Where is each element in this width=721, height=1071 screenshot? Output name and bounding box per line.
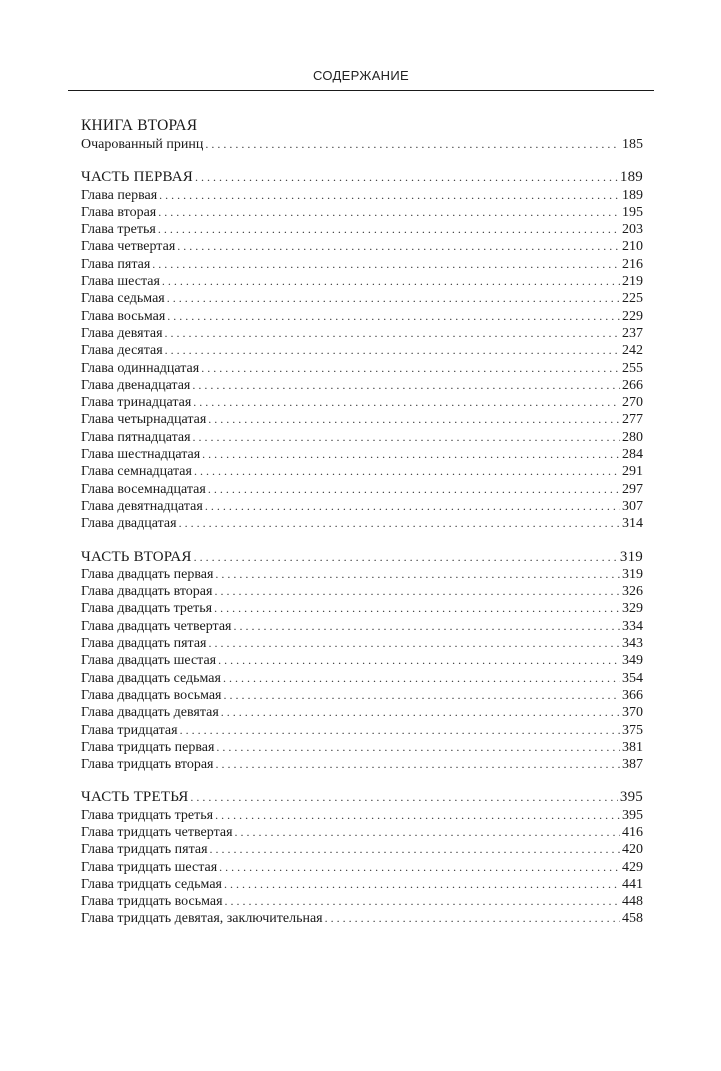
page-number: 319: [622, 566, 643, 582]
part-title: ЧАСТЬ ТРЕТЬЯ: [81, 789, 189, 806]
dot-leader: [158, 221, 620, 238]
section-spacer: [81, 153, 643, 169]
page-number: 448: [622, 894, 643, 910]
toc-entry-chapter[interactable]: [81, 463, 643, 480]
toc-entry-chapter[interactable]: [81, 360, 643, 377]
page-number: 370: [622, 705, 643, 721]
dot-leader: [215, 756, 620, 773]
toc-entry-chapter[interactable]: [81, 635, 643, 652]
toc-entry-chapter[interactable]: [81, 618, 643, 635]
toc-entry-part[interactable]: [81, 549, 643, 566]
toc-part-section: [81, 169, 643, 532]
chapter-title: Глава восемнадцатая: [81, 481, 206, 497]
chapter-title: Глава третья: [81, 222, 156, 238]
toc-entry-chapter[interactable]: [81, 256, 643, 273]
toc-entry-chapter[interactable]: [81, 670, 643, 687]
toc-entry-chapter[interactable]: [81, 566, 643, 583]
toc-entry-chapter[interactable]: [81, 498, 643, 515]
toc-entry-chapter[interactable]: [81, 394, 643, 411]
dot-leader: [159, 187, 620, 204]
toc-entry-chapter[interactable]: [81, 756, 643, 773]
chapter-title: Глава шестая: [81, 274, 160, 290]
toc-entry-chapter[interactable]: [81, 687, 643, 704]
dot-leader: [215, 807, 620, 824]
page-number: 441: [622, 876, 643, 892]
chapter-title: Глава двадцатая: [81, 516, 177, 532]
chapter-title: Глава вторая: [81, 204, 157, 220]
page-number: 189: [622, 187, 643, 203]
chapter-title: Глава двадцать вторая: [81, 584, 213, 600]
page-number: 203: [622, 222, 643, 238]
toc-entry-chapter[interactable]: [81, 515, 643, 532]
dot-leader: [158, 204, 620, 221]
chapter-title: Глава девятая: [81, 325, 163, 341]
chapter-title: Глава пятнадцатая: [81, 429, 191, 445]
page-number: 216: [622, 256, 643, 272]
chapter-title: Глава двадцать седьмая: [81, 670, 221, 686]
entry-label: Очарованный принц: [81, 137, 204, 152]
page-number: 416: [622, 824, 643, 840]
dot-leader: [179, 515, 620, 532]
dot-leader: [214, 583, 620, 600]
page-number: 297: [622, 481, 643, 497]
dot-leader: [193, 429, 620, 446]
page-number: 354: [622, 670, 643, 686]
dot-leader: [165, 325, 620, 342]
page-number: 343: [622, 636, 643, 652]
page-number: 195: [622, 204, 643, 220]
dot-leader: [215, 566, 620, 583]
dot-leader: [165, 342, 620, 359]
toc-entry-chapter[interactable]: [81, 824, 643, 841]
page-number: 225: [622, 291, 643, 307]
dot-leader: [194, 463, 620, 480]
chapter-title: Глава первая: [81, 187, 158, 203]
dot-leader: [216, 739, 620, 756]
page-number: 349: [622, 653, 643, 669]
page-number: 291: [622, 464, 643, 480]
dot-leader: [209, 635, 621, 652]
chapter-title: Глава седьмая: [81, 291, 165, 307]
page-number: 229: [622, 308, 643, 324]
dot-leader: [194, 549, 618, 566]
toc-entry-chapter[interactable]: [81, 600, 643, 617]
dot-leader: [224, 687, 621, 704]
dot-leader: [152, 256, 620, 273]
toc-entry-chapter[interactable]: [81, 704, 643, 721]
dot-leader: [208, 481, 620, 498]
part-title: ЧАСТЬ ВТОРАЯ: [81, 548, 192, 565]
chapter-title: Глава двадцать девятая: [81, 705, 219, 721]
page-number: 219: [622, 274, 643, 290]
page-number: 366: [622, 687, 643, 703]
dot-leader: [180, 722, 620, 739]
parts-list: [81, 153, 643, 927]
toc-entry-chapter[interactable]: [81, 893, 643, 910]
toc-entry-chapter[interactable]: [81, 290, 643, 307]
dot-leader: [221, 704, 620, 721]
toc-entry-part[interactable]: [81, 789, 643, 806]
page-number: 277: [622, 412, 643, 428]
toc-entry-prologue[interactable]: [81, 136, 643, 153]
chapter-title: Глава двадцать первая: [81, 566, 214, 582]
dot-leader: [205, 498, 620, 515]
toc-entry-part[interactable]: [81, 169, 643, 186]
dot-leader: [162, 273, 620, 290]
toc-entry-chapter[interactable]: [81, 910, 643, 927]
page-number: 185: [622, 137, 643, 152]
chapter-title: Глава тридцать третья: [81, 807, 214, 823]
section-spacer: [81, 773, 643, 789]
toc-entry-chapter[interactable]: [81, 377, 643, 394]
toc-entry-chapter[interactable]: [81, 446, 643, 463]
dot-leader: [167, 308, 620, 325]
dot-leader: [193, 394, 620, 411]
running-head: СОДЕРЖАНИЕ: [312, 68, 409, 83]
toc-entry-chapter[interactable]: [81, 841, 643, 858]
table-of-contents: [81, 116, 643, 928]
chapter-title: Глава одиннадцатая: [81, 360, 200, 376]
chapter-title: Глава тридцать девятая, заключительная: [81, 911, 323, 927]
page-number: 237: [622, 325, 643, 341]
page-number: 395: [622, 807, 643, 823]
page-number: 270: [622, 395, 643, 411]
page-number: 387: [622, 757, 643, 773]
toc-entry-chapter[interactable]: [81, 481, 643, 498]
page-number: 314: [622, 516, 643, 532]
toc-entry-chapter[interactable]: [81, 221, 643, 238]
chapter-title: Глава двадцать шестая: [81, 653, 217, 669]
page-number: 189: [619, 169, 643, 186]
page-number: 255: [622, 360, 643, 376]
page-number: 395: [619, 789, 643, 806]
dot-leader: [177, 238, 620, 255]
dot-leader: [195, 169, 618, 186]
toc-entry-chapter[interactable]: [81, 807, 643, 824]
toc-entry-chapter[interactable]: [81, 859, 643, 876]
page-number: 326: [622, 584, 643, 600]
page-number: 284: [622, 447, 643, 463]
dot-leader: [223, 670, 620, 687]
toc-entry-chapter[interactable]: [81, 429, 643, 446]
chapter-title: Глава тридцатая: [81, 722, 178, 738]
toc-entry-chapter[interactable]: [81, 238, 643, 255]
dot-leader: [190, 789, 617, 806]
dot-leader: [219, 859, 620, 876]
toc-entry-chapter[interactable]: [81, 204, 643, 221]
chapter-title: Глава четвертая: [81, 239, 176, 255]
section-spacer: [81, 533, 643, 549]
page-number: 329: [622, 601, 643, 617]
page-number: 242: [622, 343, 643, 359]
dot-leader: [201, 360, 620, 377]
chapter-title: Глава тридцать шестая: [81, 859, 218, 875]
page-number: 420: [622, 842, 643, 858]
toc-entry-chapter[interactable]: [81, 187, 643, 204]
dot-leader: [235, 824, 620, 841]
chapter-title: Глава девятнадцатая: [81, 498, 203, 514]
chapter-title: Глава тридцать четвертая: [81, 824, 233, 840]
page-number: 266: [622, 377, 643, 393]
toc-entry-chapter[interactable]: [81, 325, 643, 342]
page-number: 381: [622, 739, 643, 755]
dot-leader: [210, 841, 620, 858]
page-number: 280: [622, 429, 643, 445]
chapter-title: Глава десятая: [81, 343, 163, 359]
chapter-title: Глава тридцать пятая: [81, 842, 208, 858]
chapter-title: Глава тридцать восьмая: [81, 894, 223, 910]
dot-leader: [225, 893, 620, 910]
toc-entry-chapter[interactable]: [81, 273, 643, 290]
chapter-title: Глава тридцать седьмая: [81, 876, 222, 892]
chapter-title: Глава тридцать первая: [81, 739, 215, 755]
page-number: 375: [622, 722, 643, 738]
dot-leader: [167, 290, 620, 307]
chapter-title: Глава шестнадцатая: [81, 447, 201, 463]
chapter-title: Глава двенадцатая: [81, 377, 191, 393]
dot-leader: [192, 377, 620, 394]
page-number: 334: [622, 618, 643, 634]
toc-entry-chapter[interactable]: [81, 722, 643, 739]
toc-entry-chapter[interactable]: [81, 739, 643, 756]
chapter-title: Глава восьмая: [81, 308, 166, 324]
chapter-title: Глава тринадцатая: [81, 395, 192, 411]
page-number: 307: [622, 498, 643, 514]
chapter-title: Глава двадцать третья: [81, 601, 213, 617]
book-title: КНИГА ВТОРАЯ: [81, 117, 198, 134]
chapter-title: Глава двадцать пятая: [81, 636, 207, 652]
chapter-title: Глава тридцать вторая: [81, 757, 214, 773]
part-title: ЧАСТЬ ПЕРВАЯ: [81, 169, 193, 186]
dot-leader: [234, 618, 621, 635]
page-number: 319: [619, 548, 643, 565]
header-rule: [68, 90, 654, 91]
dot-leader: [218, 652, 620, 669]
dot-leader: [325, 910, 620, 927]
toc-part-section: [81, 789, 643, 927]
toc-part-section: [81, 549, 643, 774]
toc-entry-chapter[interactable]: [81, 342, 643, 359]
toc-entry-chapter[interactable]: [81, 411, 643, 428]
chapter-title: Глава четырнадцатая: [81, 412, 207, 428]
dot-leader: [224, 876, 620, 893]
dot-leader: [214, 600, 620, 617]
page-number: 210: [622, 239, 643, 255]
page-number: 429: [622, 859, 643, 875]
toc-entry-chapter[interactable]: [81, 652, 643, 669]
dot-leader: [202, 446, 620, 463]
page-number: 458: [622, 911, 643, 927]
toc-entry-chapter[interactable]: [81, 308, 643, 325]
chapter-title: Глава двадцать восьмая: [81, 687, 222, 703]
dot-leader: [208, 411, 620, 428]
dot-leader: [205, 136, 620, 153]
chapter-title: Глава семнадцатая: [81, 464, 192, 480]
toc-entry-chapter[interactable]: [81, 583, 643, 600]
chapter-title: Глава пятая: [81, 256, 151, 272]
chapter-title: Глава двадцать четвертая: [81, 618, 232, 634]
toc-entry-chapter[interactable]: [81, 876, 643, 893]
